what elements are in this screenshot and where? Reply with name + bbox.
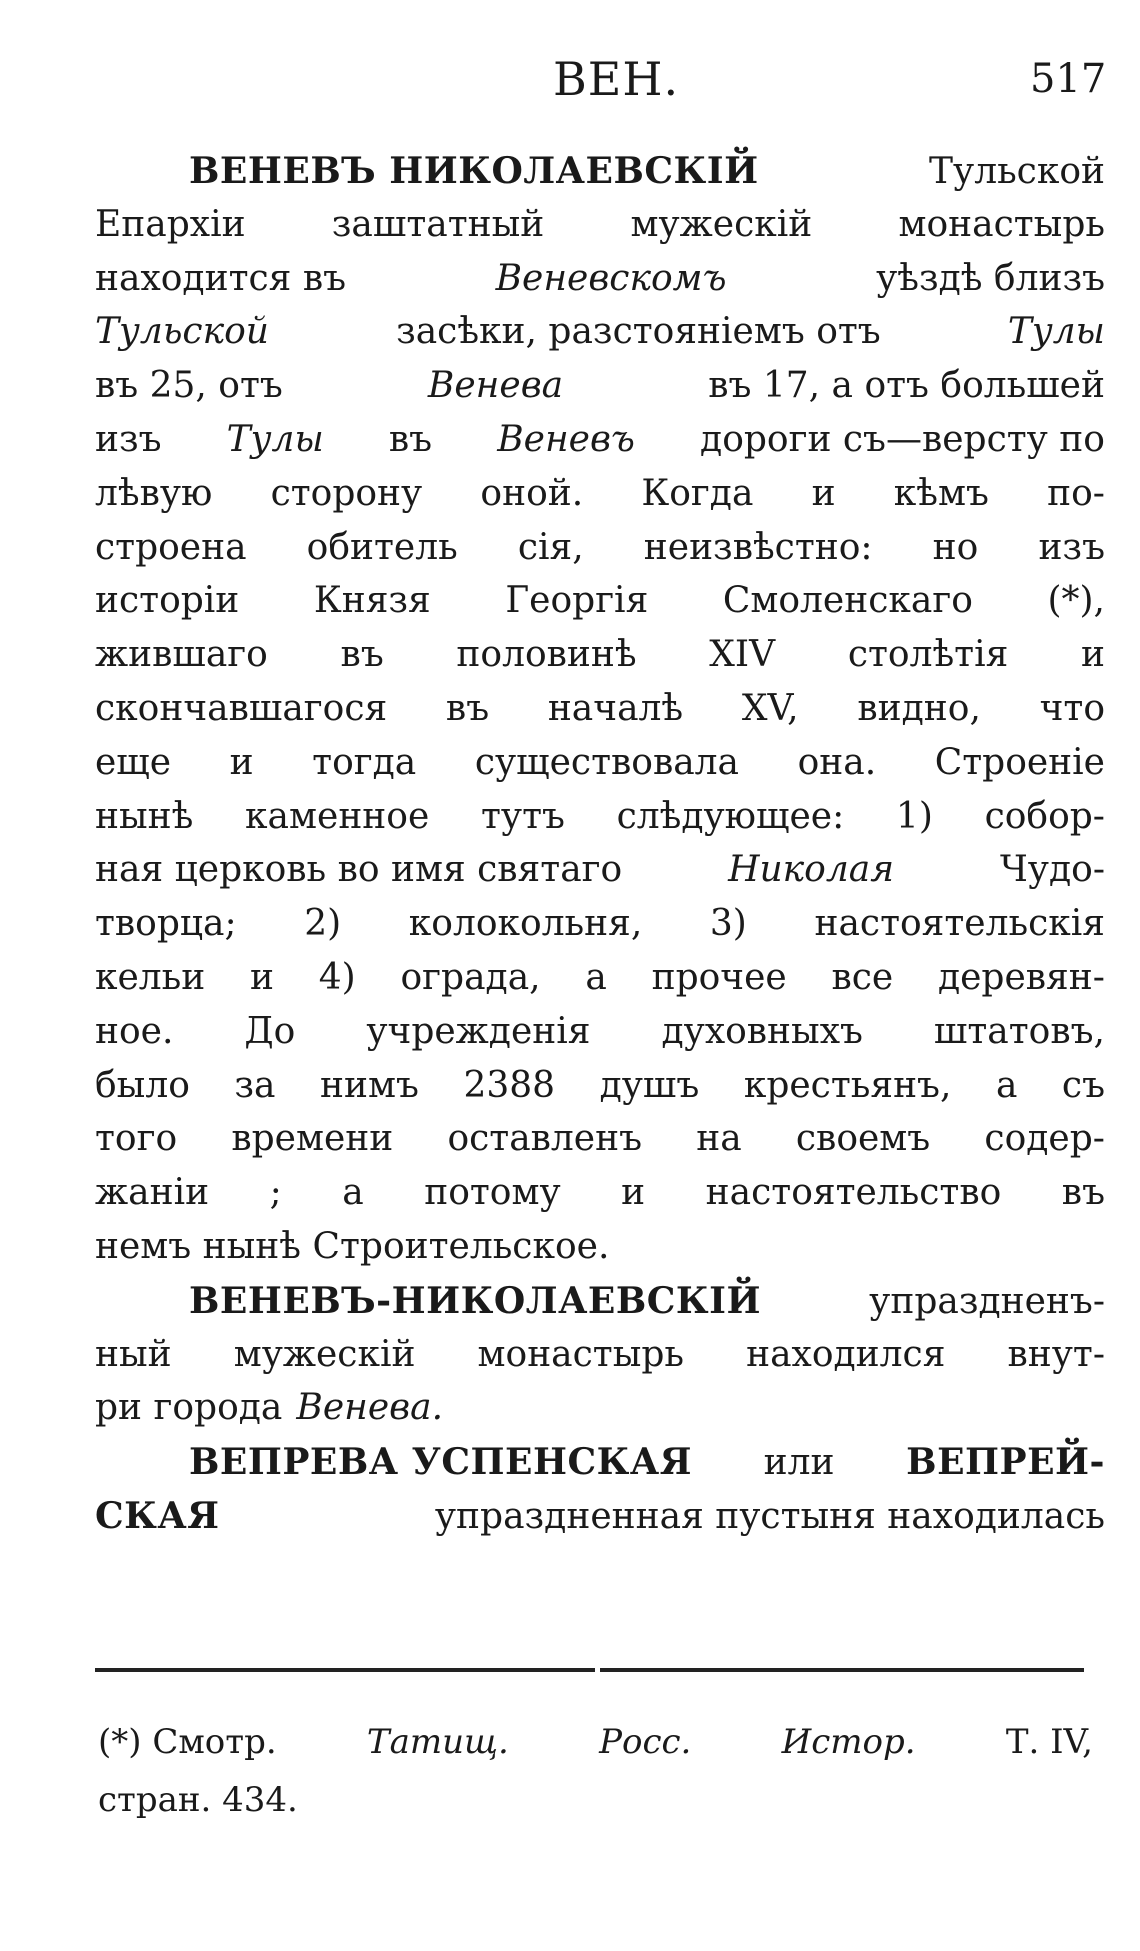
text-run: изъ bbox=[95, 418, 162, 460]
entry-heading: ВЕНЕВЪ-НИКОЛАЕВСКІЙ bbox=[189, 1279, 762, 1322]
text-line bbox=[95, 1118, 1105, 1172]
text-line bbox=[95, 957, 1105, 1011]
text-run: засѣки, разстояніемъ отъ bbox=[396, 311, 881, 353]
italic-term: Татищ. bbox=[366, 1722, 509, 1762]
text-run: кельи и 4) ограда, а прочее все деревян- bbox=[95, 956, 1105, 998]
text-run: Чудо- bbox=[999, 849, 1105, 891]
text-run: дороги съ—версту по bbox=[700, 418, 1105, 460]
footnote-separator-left bbox=[95, 1668, 595, 1672]
text-line bbox=[95, 419, 1105, 473]
text-line bbox=[95, 1280, 1105, 1334]
italic-term: Тулы bbox=[226, 418, 324, 460]
footnote bbox=[98, 1722, 1093, 1838]
text-run: жаніи ; а потому и настоятельство въ bbox=[95, 1172, 1105, 1214]
text-run: ный мужескій монастырь находился внут- bbox=[95, 1333, 1105, 1375]
running-head-title: ВЕН. bbox=[553, 52, 680, 106]
text-run: творца; 2) колокольня, 3) настоятельскія bbox=[95, 903, 1105, 945]
italic-term: Венева. bbox=[296, 1387, 444, 1429]
text-run: Тульской bbox=[929, 151, 1105, 192]
italic-term: Тульской bbox=[95, 311, 269, 353]
text-run: ри города bbox=[95, 1387, 283, 1429]
entry-heading: ВЕПРЕВА УСПЕНСКАЯ bbox=[189, 1441, 692, 1484]
footnote-line bbox=[98, 1722, 1093, 1780]
italic-term: Николая bbox=[728, 849, 895, 891]
text-run: нынѣ каменное тутъ слѣдующее: 1) собор- bbox=[95, 795, 1105, 837]
text-run: Т. IV, bbox=[1005, 1722, 1093, 1762]
text-line bbox=[95, 365, 1105, 419]
text-line bbox=[95, 1172, 1105, 1226]
text-run: упраздненная пустыня находилась bbox=[434, 1495, 1105, 1537]
text-line bbox=[95, 688, 1105, 742]
text-line bbox=[95, 311, 1105, 365]
text-run: скончавшагося въ началѣ XV, видно, что bbox=[95, 687, 1105, 729]
text-line bbox=[95, 1011, 1105, 1065]
italic-term: Веневъ bbox=[497, 418, 635, 460]
text-line bbox=[95, 903, 1105, 957]
text-run: жившаго въ половинѣ XIV столѣтія и bbox=[95, 634, 1105, 676]
text-line bbox=[95, 849, 1105, 903]
text-line bbox=[95, 1065, 1105, 1119]
text-run: было за нимъ 2388 душъ крестьянъ, а съ bbox=[95, 1064, 1105, 1106]
italic-term: Веневскомъ bbox=[495, 257, 727, 299]
entry-heading: ВЕПРЕЙ- bbox=[906, 1441, 1105, 1484]
italic-term: Росс. bbox=[599, 1722, 692, 1762]
text-line bbox=[95, 1495, 1105, 1549]
text-run: уѣздѣ близъ bbox=[876, 257, 1105, 299]
text-line bbox=[95, 742, 1105, 796]
italic-term: Истор. bbox=[781, 1722, 916, 1762]
running-head bbox=[0, 52, 1140, 112]
text-line bbox=[95, 1334, 1105, 1388]
text-line bbox=[95, 580, 1105, 634]
footnote-line bbox=[98, 1780, 1093, 1838]
text-run: строена обитель сія, неизвѣстно: но изъ bbox=[95, 526, 1105, 568]
text-run: упраздненъ- bbox=[869, 1280, 1105, 1322]
text-run: Епархіи заштатный мужескій монастырь bbox=[95, 203, 1105, 245]
page-number: 517 bbox=[1030, 56, 1107, 102]
text-line bbox=[95, 204, 1105, 258]
text-line bbox=[95, 1387, 1105, 1441]
text-run: стран. 434. bbox=[98, 1780, 298, 1820]
text-run: немъ нынѣ Строительское. bbox=[95, 1225, 610, 1267]
text-run: того времени оставленъ на своемъ содер- bbox=[95, 1118, 1105, 1160]
entry-heading: ВЕНЕВЪ НИКОЛАЕВСКІЙ bbox=[189, 150, 759, 192]
text-line bbox=[95, 796, 1105, 850]
text-run: исторіи Князя Георгія Смоленскаго (*), bbox=[95, 580, 1105, 622]
text-run: еще и тогда существовала она. Строеніе bbox=[95, 741, 1105, 783]
entry-heading: СКАЯ bbox=[95, 1494, 220, 1537]
text-run: ная церковь во имя святаго bbox=[95, 849, 623, 891]
text-line bbox=[95, 634, 1105, 688]
text-run: въ 17, а отъ большей bbox=[708, 365, 1105, 407]
text-run: лѣвую сторону оной. Когда и кѣмъ по- bbox=[95, 472, 1105, 514]
text-line bbox=[95, 1226, 1105, 1280]
text-line bbox=[95, 1441, 1105, 1495]
text-run: находится въ bbox=[95, 257, 346, 299]
body-text bbox=[95, 150, 1105, 1549]
text-run: въ bbox=[388, 418, 433, 460]
text-run: въ 25, отъ bbox=[95, 365, 283, 407]
footnote-separator-right bbox=[600, 1668, 1084, 1672]
text-line bbox=[95, 258, 1105, 312]
italic-term: Тулы bbox=[1007, 311, 1105, 353]
text-line bbox=[95, 150, 1105, 204]
text-line bbox=[95, 473, 1105, 527]
italic-term: Венева bbox=[427, 365, 564, 407]
text-run: или bbox=[763, 1442, 835, 1484]
text-run: (*) Смотр. bbox=[98, 1722, 277, 1762]
text-line bbox=[95, 527, 1105, 581]
text-run: ное. До учрежденія духовныхъ штатовъ, bbox=[95, 1010, 1105, 1052]
